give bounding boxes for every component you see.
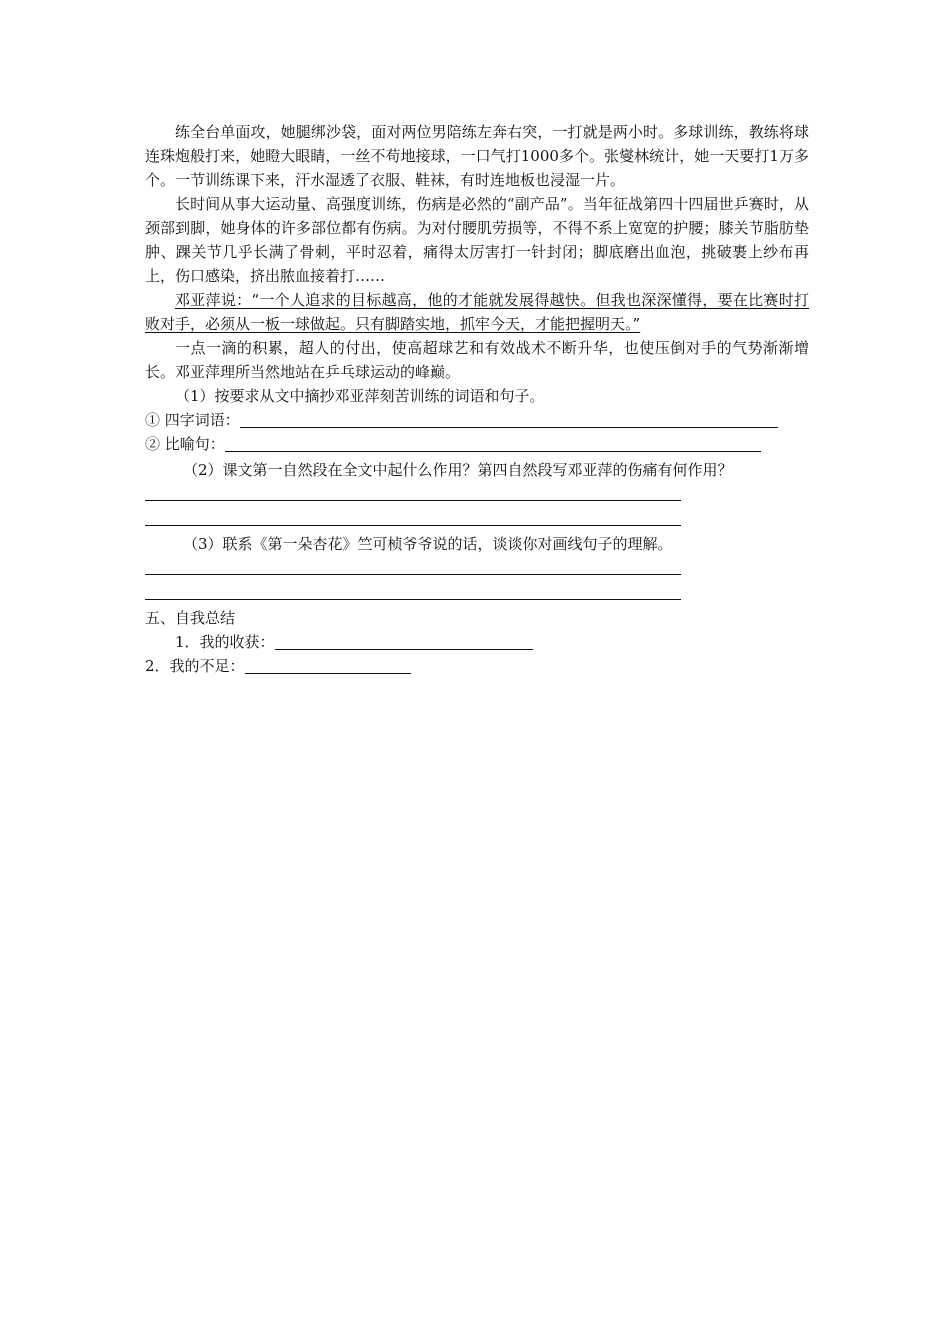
summary-item-2-row	[145, 654, 809, 678]
answer-line-q2-1[interactable]	[145, 482, 681, 501]
question-3: （3）联系《第一朵杏花》竺可桢爷爷说的话，谈谈你对画线句子的理解。	[183, 535, 673, 553]
answer-line-q3-1[interactable]	[145, 556, 681, 575]
summary-item-1-row	[145, 630, 809, 654]
summary-item-1-label: 1．我的收获：	[175, 633, 275, 651]
question-1a-label: ① 四字词语：	[145, 411, 240, 429]
answer-line-q3-2[interactable]	[145, 581, 681, 600]
answer-blank-gains[interactable]	[275, 633, 533, 650]
question-1b-label: ② 比喻句：	[145, 435, 225, 453]
answer-blank-metaphor-sentence[interactable]	[225, 435, 761, 452]
question-1a-row	[145, 408, 809, 432]
answer-blank-four-char-words[interactable]	[240, 411, 778, 428]
answer-line-q2-2[interactable]	[145, 507, 681, 526]
worksheet-content	[145, 120, 809, 678]
answer-blank-shortcomings[interactable]	[245, 657, 411, 674]
passage-paragraph-3-underlined-quote	[145, 288, 809, 336]
passage-paragraph-4: 一点一滴的积累，超人的付出，使高超球艺和有效战术不断升华，也使压倒对手的气势渐渐增长。邓亚萍理所当然地站在乒乓球运动的峰巅。	[145, 339, 809, 381]
question-2: （2）课文第一自然段在全文中起什么作用？第四自然段写邓亚萍的伤痛有何作用？	[183, 461, 733, 479]
question-1b-row	[145, 432, 809, 456]
passage-paragraph-1: 练全台单面攻，她腿绑沙袋，面对两位男陪练左奔右突，一打就是两小时。多球训练，教练将球连珠炮般打来，她瞪大眼睛，一丝不苟地接球，一口气打1000多个。张燮林统计，她一天要打1万多个。一节训练课下来，汗水湿透了衣服、鞋袜，有时连地板也浸湿一片。	[145, 123, 809, 189]
summary-heading: 五、自我总结	[145, 609, 236, 627]
question-1: （1）按要求从文中摘抄邓亚萍刻苦训练的词语和句子。	[175, 387, 545, 405]
underlined-sentence: 邓亚萍说：“一个人追求的目标越高，他的才能就发展得越快。但我也深深懂得，要在比赛时打败对手，必须从一板一球做起。只有脚踏实地，抓牢今天，才能把握明天。”	[145, 291, 809, 333]
summary-item-2-label: 2．我的不足：	[145, 657, 245, 675]
passage-paragraph-2: 长时间从事大运动量、高强度训练，伤病是必然的“副产品”。当年征战第四十四届世乒赛时，从颈部到脚，她身体的许多部位都有伤病。为对付腰肌劳损等，不得不系上宽宽的护腰；膝关节脂肪垫肿、踝关节几乎长满了骨刺，平时忍着，痛得太厉害打一针封闭；脚底磨出血泡，挑破裹上纱布再上，伤口感染，挤出脓血接着打……	[145, 195, 809, 285]
